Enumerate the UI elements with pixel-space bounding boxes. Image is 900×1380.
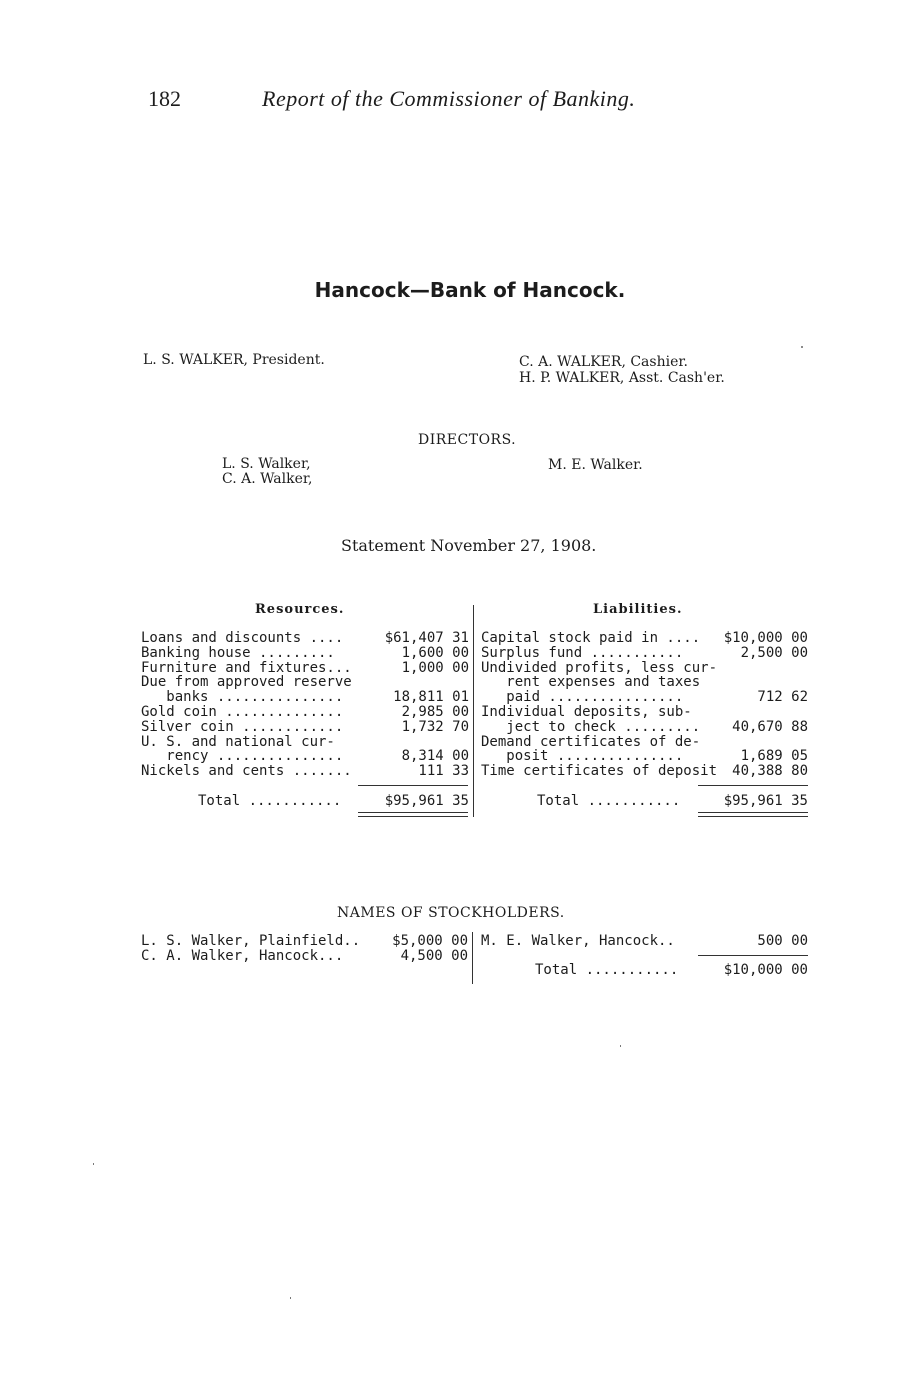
statement-divider (473, 605, 474, 817)
stockholder-right-amount: 500 00 (757, 933, 808, 949)
bank-title: Hancock—Bank of Hancock. (314, 278, 626, 302)
resources-amounts (365, 631, 469, 779)
resource-amount: 1,600 00 (401, 644, 469, 661)
liabilities-heading: Liabilities. (593, 602, 683, 617)
resources-double-rule-2 (358, 816, 468, 817)
officer-president: L. S. WALKER, President. (143, 352, 325, 368)
director-left-1: L. S. Walker, (222, 456, 311, 472)
liability-amount (700, 675, 808, 690)
liability-amount: 40,388 80 (732, 763, 808, 780)
resource-amount: 1,000 00 (401, 659, 469, 676)
resource-amount (365, 675, 469, 690)
liability-label: ject to check ......... (481, 718, 701, 735)
liability-amount: 1,689 05 (740, 748, 808, 765)
liability-label: Time certificates of deposit (481, 763, 718, 780)
director-left-2: C. A. Walker, (222, 471, 313, 487)
resource-amount: 111 33 (418, 763, 469, 780)
resource-amount: 18,811 01 (393, 689, 469, 706)
stockholders-left-amounts (370, 934, 468, 964)
liability-label: Capital stock paid in .... (481, 630, 701, 646)
scan-speck (801, 346, 803, 348)
liability-label: rent expenses and taxes (481, 674, 701, 691)
officer-asst-cashier: H. P. WALKER, Asst. Cash'er. (519, 370, 725, 386)
resource-label: Due from approved reserve (141, 674, 352, 691)
resource-label: Furniture and fixtures... (141, 659, 352, 676)
stockholders-total-amount: $10,000 00 (723, 962, 808, 978)
statement-date: Statement November 27, 1908. (341, 536, 597, 555)
resources-double-rule-1 (358, 812, 468, 813)
stockholder-amount: 4,500 00 (400, 947, 468, 964)
liability-label: Individual deposits, sub- (481, 703, 692, 720)
resource-amount (365, 735, 469, 750)
liability-label: Undivided profits, less cur- (481, 659, 718, 676)
directors-heading: DIRECTORS. (418, 432, 517, 448)
stockholders-total-rule (698, 955, 808, 956)
liability-label: Demand certificates of de- (481, 733, 701, 750)
page-number: 182 (148, 86, 181, 111)
stockholders-divider (472, 932, 473, 984)
resource-amount: 1,732 70 (401, 718, 469, 735)
stockholders-heading: NAMES OF STOCKHOLDERS. (337, 905, 565, 921)
liability-label: Surplus fund ........... (481, 644, 684, 661)
liability-amount (700, 735, 808, 750)
liability-label: posit ............... (481, 748, 684, 765)
liabilities-amounts (700, 631, 808, 779)
liability-amount: 40,670 88 (732, 718, 808, 735)
liability-amount (700, 661, 808, 676)
resource-label: Silver coin ............ (141, 718, 344, 735)
stockholder-right-name: M. E. Walker, Hancock.. (481, 933, 675, 949)
resource-label: Banking house ......... (141, 644, 335, 661)
resource-label: banks ............... (141, 689, 344, 706)
stockholder-name: L. S. Walker, Plainfield.. (141, 933, 361, 949)
resource-label: Loans and discounts .... (141, 630, 344, 646)
stockholders-total-label: Total ........... (535, 962, 679, 978)
resource-label: Nickels and cents ....... (141, 763, 352, 780)
stockholder-amount: $5,000 00 (392, 933, 468, 949)
liabilities-total-amount: $95,961 35 (723, 793, 808, 809)
liability-amount: 712 62 (757, 689, 808, 706)
resources-total-amount: $95,961 35 (384, 793, 469, 809)
resource-amount: 2,985 00 (401, 703, 469, 720)
scan-speck (290, 1297, 291, 1299)
resources-labels (141, 631, 361, 779)
liabilities-labels (481, 630, 718, 780)
resources-total-label: Total ........... (198, 793, 342, 809)
liability-amount: $10,000 00 (723, 630, 808, 646)
resources-total-rule (358, 785, 468, 786)
resource-label: U. S. and national cur- (141, 733, 335, 750)
liabilities-total-label: Total ........... (537, 793, 681, 809)
liability-label: paid ................ (481, 689, 684, 706)
resource-label: Gold coin .............. (141, 703, 344, 720)
officer-cashier: C. A. WALKER, Cashier. (519, 354, 688, 370)
resource-amount: $61,407 31 (384, 630, 469, 646)
scan-speck (93, 1163, 94, 1165)
resource-label: rency ............... (141, 748, 344, 765)
liabilities-double-rule-2 (698, 816, 808, 817)
liability-amount (700, 705, 808, 720)
resource-amount: 8,314 00 (401, 748, 469, 765)
stockholders-left-names (141, 934, 360, 964)
running-title: Report of the Commissioner of Banking. (262, 86, 636, 111)
stockholder-name: C. A. Walker, Hancock... (141, 947, 344, 964)
scan-speck (620, 1045, 621, 1047)
liabilities-double-rule-1 (698, 812, 808, 813)
resources-heading: Resources. (255, 602, 345, 617)
liabilities-total-rule (698, 785, 808, 786)
director-right: M. E. Walker. (548, 457, 643, 473)
liability-amount: 2,500 00 (740, 644, 808, 661)
